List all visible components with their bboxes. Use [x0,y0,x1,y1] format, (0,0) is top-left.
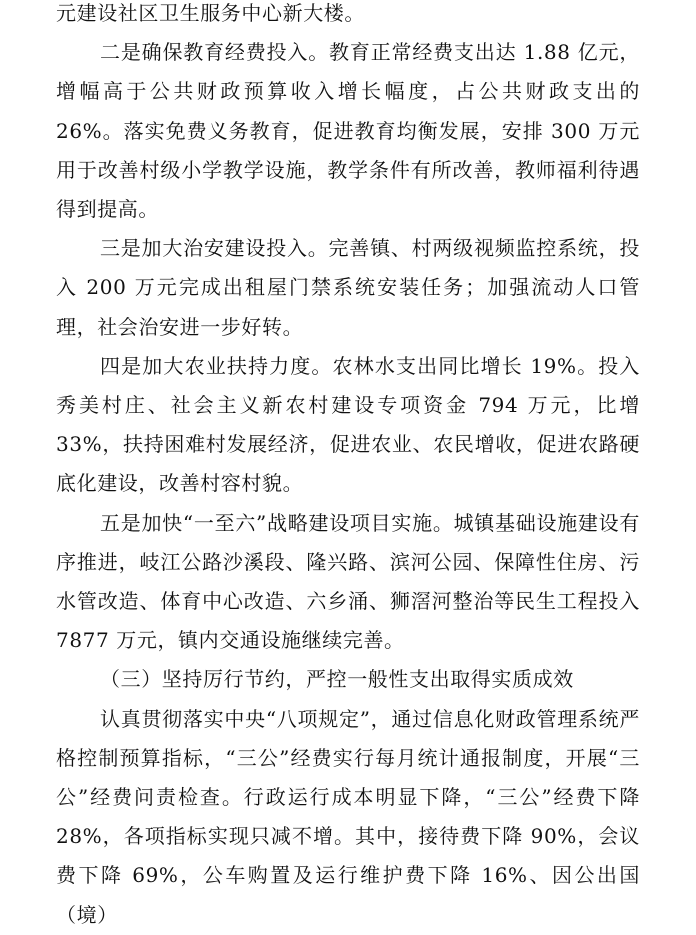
section-heading: （三）坚持厉行节约，严控一般性支出取得实质成效 [100,667,574,692]
paragraph-frugality: 认真贯彻落实中央“八项规定”，通过信息化财政管理系统严格控制预算指标，“三公”经费实行每月统计通报制度，开展“三公”经费问责检查。行政运行成本明显下降，“三公”经费下降 28%，各项指标实现只减不增。其中，接待费下降 90%，会议费下降 69%，公车购置及运行维护费下降 16%、因公出国（境） [56,706,640,927]
paragraph-continuation: 元建设社区卫生服务中心新大楼。 [56,1,365,25]
paragraph-agriculture-support: 四是加大农业扶持力度。农林水支出同比增长 19%。投入秀美村庄、社会主义新农村建设专项资金 794 万元，比增 33%，扶持困难村发展经济，促进农业、农民增收，促进农路硬底化建设，改善村容村貌。 [56,353,640,496]
paragraph-strategic-projects: 五是加快“一至六”战略建设项目实施。城镇基础设施建设有序推进，岐江公路沙溪段、隆兴路、滨河公园、保障性住房、污水管改造、体育中心改造、六乡涌、狮滘河整治等民生工程投入 7877 万元，镇内交通设施继续完善。 [56,510,640,653]
paragraph-education-funding: 二是确保教育经费投入。教育正常经费支出达 1.88 亿元，增幅高于公共财政预算收入增长幅度，占公共财政支出的 26%。落实免费义务教育，促进教育均衡发展，安排 300 万元用于改善村级小学教学设施，教学条件有所改善，教师福利待遇得到提高。 [56,40,640,222]
paragraph-public-security: 三是加大治安建设投入。完善镇、村两级视频监控系统，投入 200 万元完成出租屋门禁系统安装任务；加强流动人口管理，社会治安进一步好转。 [56,236,640,339]
